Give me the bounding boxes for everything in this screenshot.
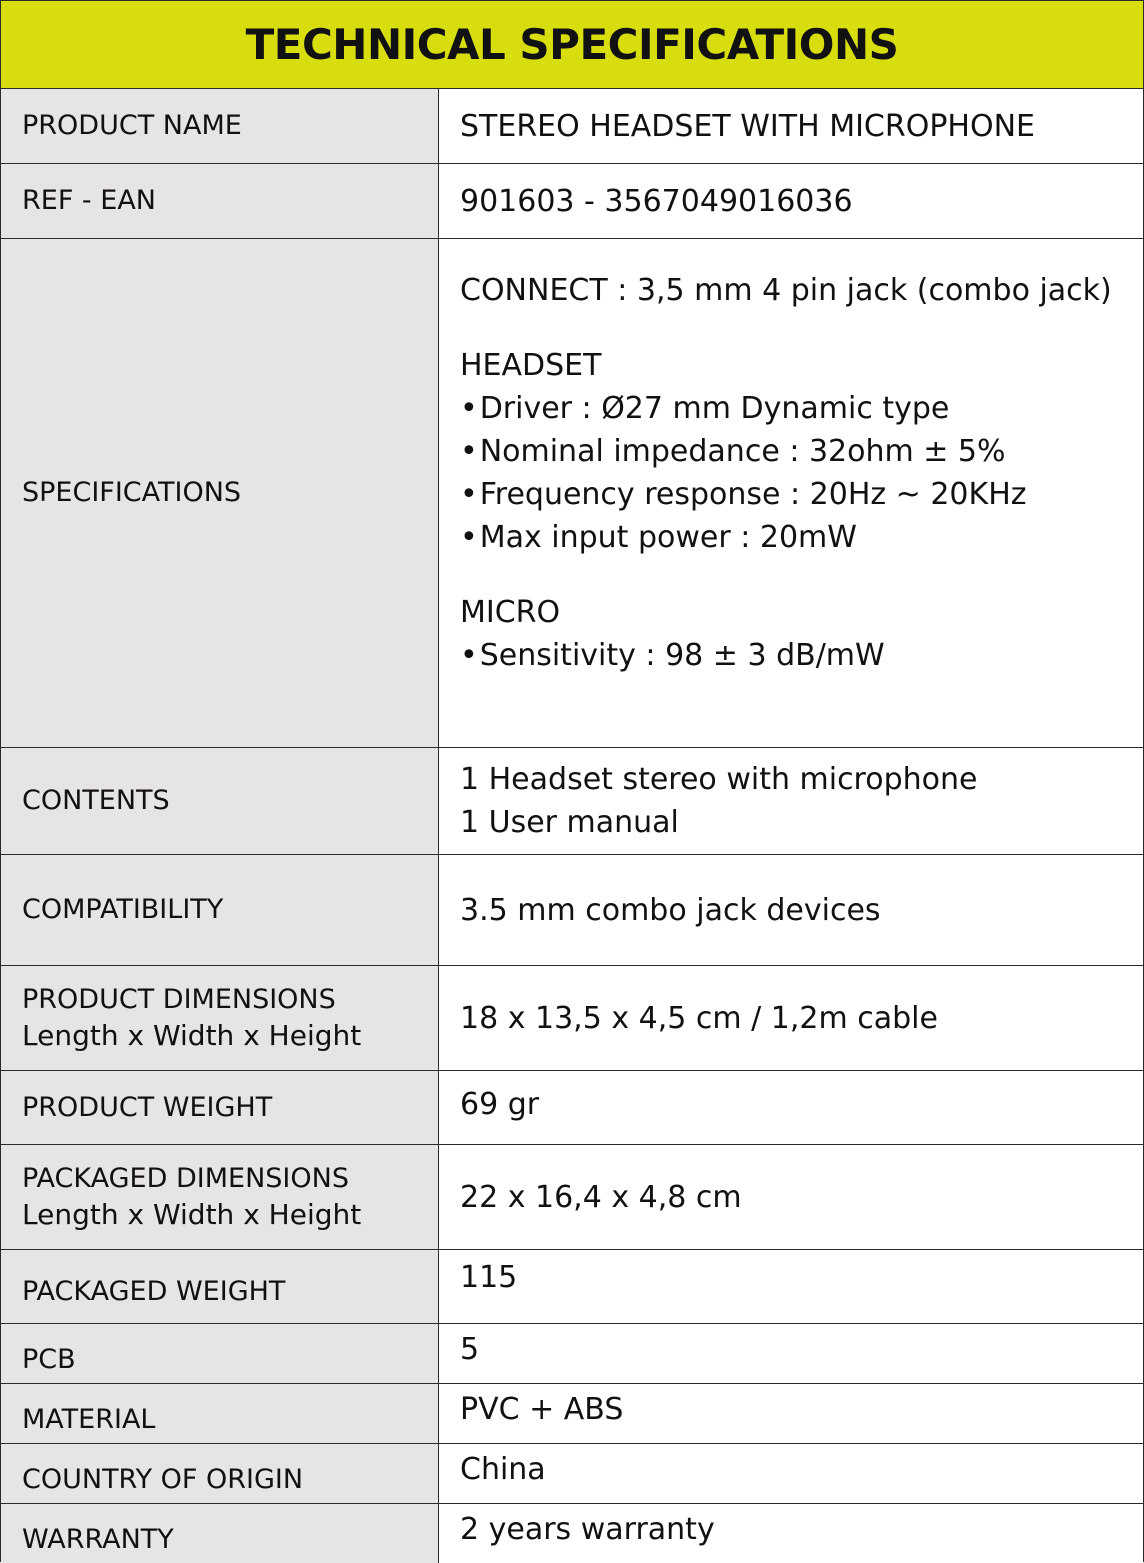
value-contents — [439, 748, 1143, 854]
label-text: COUNTRY OF ORIGIN — [22, 1463, 304, 1495]
label-text: SPECIFICATIONS — [22, 477, 242, 508]
value-text: 901603 - 3567049016036 — [460, 184, 853, 219]
spec-micro-item — [460, 634, 1143, 677]
value-text: 115 — [460, 1260, 518, 1295]
spec-item-text: Driver : Ø27 mm Dynamic type — [479, 391, 950, 426]
value-compatibility — [439, 855, 1143, 965]
row-packaged-dimensions — [1, 1145, 1143, 1250]
label-text: PACKAGED DIMENSIONS — [22, 1163, 349, 1194]
value-country-of-origin — [439, 1444, 1143, 1503]
label-text: MATERIAL — [22, 1403, 156, 1435]
contents-line: 1 User manual — [460, 805, 679, 840]
row-pcb — [1, 1324, 1143, 1384]
label-subtext: Length x Width x Height — [22, 1019, 362, 1052]
spec-item-text: Nominal impedance : 32ohm ± 5% — [479, 434, 1006, 469]
contents-line: 1 Headset stereo with microphone — [460, 762, 978, 797]
spec-headset-item — [460, 387, 1143, 430]
row-specifications — [1, 239, 1143, 748]
value-material — [439, 1384, 1143, 1443]
spec-headset-item — [460, 430, 1143, 473]
label-product-name — [1, 89, 439, 163]
row-warranty — [1, 1504, 1143, 1563]
value-product-weight — [439, 1071, 1143, 1144]
spec-item-text: Frequency response : 20Hz ~ 20KHz — [479, 477, 1027, 512]
spec-micro-heading: MICRO — [460, 595, 561, 630]
spec-item-text: Max input power : 20mW — [479, 520, 857, 555]
value-packaged-dimensions — [439, 1145, 1143, 1249]
value-text: 69 gr — [460, 1087, 540, 1122]
row-material — [1, 1384, 1143, 1444]
spec-connect: CONNECT : 3,5 mm 4 pin jack (combo jack) — [460, 273, 1112, 308]
value-product-name — [439, 89, 1143, 163]
label-product-weight — [1, 1071, 439, 1144]
value-text: 22 x 16,4 x 4,8 cm — [460, 1179, 742, 1215]
label-material — [1, 1384, 439, 1443]
value-text: PVC + ABS — [460, 1392, 624, 1427]
spec-headset-heading: HEADSET — [460, 348, 602, 383]
label-packaged-dimensions — [1, 1145, 439, 1249]
value-text: 5 — [460, 1332, 480, 1367]
label-subtext: Length x Width x Height — [22, 1198, 362, 1231]
label-text: PACKAGED WEIGHT — [22, 1275, 286, 1307]
row-compatibility — [1, 855, 1143, 966]
label-pcb — [1, 1324, 439, 1383]
row-country-of-origin — [1, 1444, 1143, 1504]
label-specifications — [1, 239, 439, 747]
value-ref-ean — [439, 164, 1143, 238]
spacer — [460, 312, 1143, 344]
value-specifications — [439, 239, 1143, 747]
spec-headset-item — [460, 473, 1143, 516]
value-text: 2 years warranty — [460, 1512, 715, 1547]
spec-item-text: Sensitivity : 98 ± 3 dB/mW — [479, 638, 885, 673]
row-product-dimensions — [1, 966, 1143, 1071]
label-text: PRODUCT WEIGHT — [22, 1091, 273, 1123]
label-packaged-weight — [1, 1250, 439, 1323]
row-product-name — [1, 89, 1143, 164]
label-country-of-origin — [1, 1444, 439, 1503]
spec-headset-item — [460, 516, 1143, 559]
row-contents — [1, 748, 1143, 855]
row-product-weight — [1, 1071, 1143, 1145]
value-packaged-weight — [439, 1250, 1143, 1323]
value-pcb — [439, 1324, 1143, 1383]
label-product-dimensions — [1, 966, 439, 1070]
label-text: PRODUCT DIMENSIONS — [22, 984, 336, 1015]
label-text: PCB — [22, 1343, 76, 1375]
label-text: WARRANTY — [22, 1523, 174, 1555]
value-text: STEREO HEADSET WITH MICROPHONE — [460, 109, 1035, 144]
row-ref-ean — [1, 164, 1143, 239]
label-text: COMPATIBILITY — [22, 894, 224, 925]
label-text: PRODUCT NAME — [22, 110, 242, 141]
value-text: 3.5 mm combo jack devices — [460, 892, 881, 928]
title-bar — [1, 1, 1143, 89]
label-text: REF - EAN — [22, 185, 156, 216]
label-text: CONTENTS — [22, 785, 170, 816]
value-text: China — [460, 1452, 546, 1487]
label-warranty — [1, 1504, 439, 1563]
row-packaged-weight — [1, 1250, 1143, 1324]
label-ref-ean — [1, 164, 439, 238]
spacer — [460, 559, 1143, 591]
value-text: 18 x 13,5 x 4,5 cm / 1,2m cable — [460, 1000, 938, 1036]
page-title: TECHNICAL SPECIFICATIONS — [245, 20, 899, 69]
label-compatibility — [1, 855, 439, 965]
value-warranty — [439, 1504, 1143, 1563]
label-contents — [1, 748, 439, 854]
value-product-dimensions — [439, 966, 1143, 1070]
